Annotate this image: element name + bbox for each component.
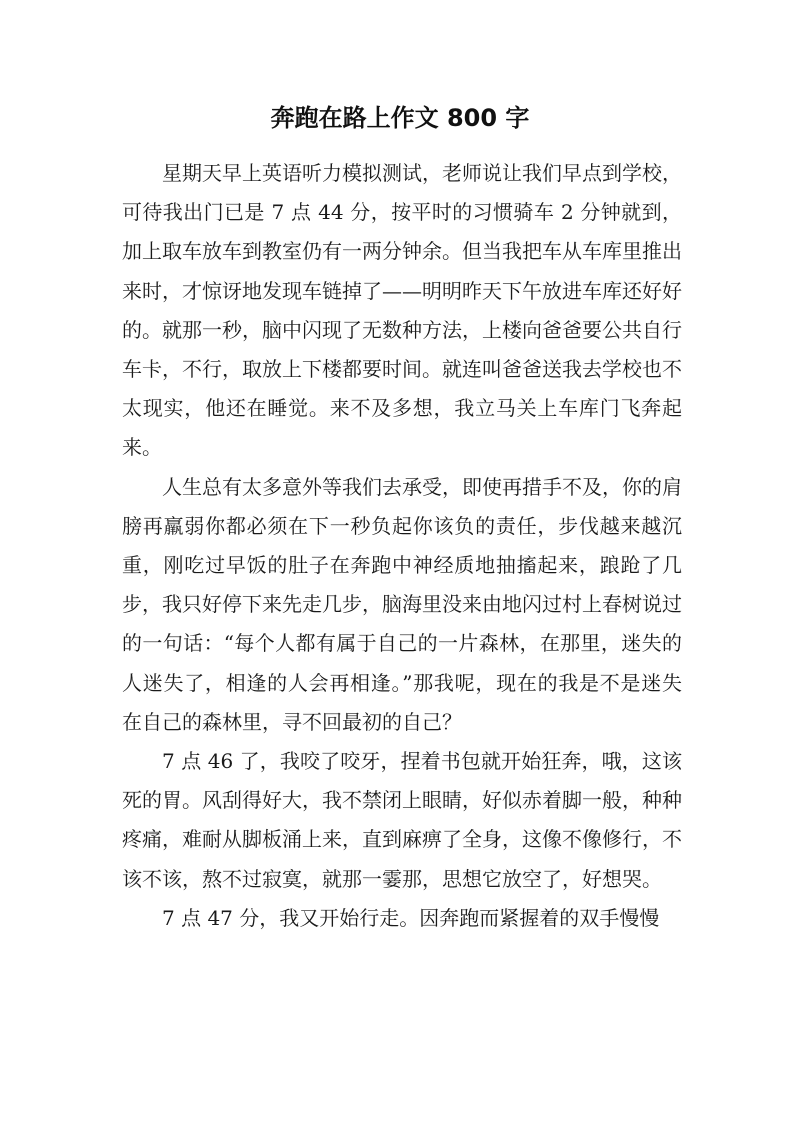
paragraph-1: 星期天早上英语听力模拟测试，老师说让我们早点到学校，可待我出门已是 7 点 44 分，按平时的习惯骑车 2 分钟就到，加上取车放车到教室仍有一两分钟余。但当我把车从车库里推出来时，才惊讶地发现车链掉了——明明昨天下午放进车库还好好的。就那一秒，脑中闪现了无数种方法，上楼向爸爸要公共自行车卡，不行，取放上下楼都要时间。就连叫爸爸送我去学校也不太现实，他还在睡觉。来不及多想，我立马关上车库门飞奔起来。 [122, 161, 682, 460]
paragraph-2: 人生总有太多意外等我们去承受，即使再措手不及，你的肩膀再羸弱你都必须在下一秒负起你该负的责任，步伐越来越沉重，刚吃过早饭的肚子在奔跑中神经质地抽搐起来，踉跄了几步，我只好停下来先走几步，脑海里没来由地闪过村上春树说过的一句话：“每个人都有属于自己的一片森林，在那里，迷失的人迷失了，相逢的人会再相逢。”那我呢，现在的我是不是迷失在自己的森林里，寻不回最初的自己？ [122, 474, 682, 734]
document-title: 奔跑在路上作文 800 字 [270, 104, 530, 132]
paragraph-3: 7 点 46 了，我咬了咬牙，捏着书包就开始狂奔，哦，这该死的胃。风刮得好大，我不禁闭上眼睛，好似赤着脚一般，种种疼痛，难耐从脚板涌上来，直到麻痹了全身，这像不像修行，不该不该，熬不过寂寞，就那一霎那，思想它放空了，好想哭。 [122, 749, 682, 891]
paragraph-4: 7 点 47 分，我又开始行走。因奔跑而紧握着的双手慢慢 [162, 905, 660, 930]
document-body [122, 154, 682, 938]
